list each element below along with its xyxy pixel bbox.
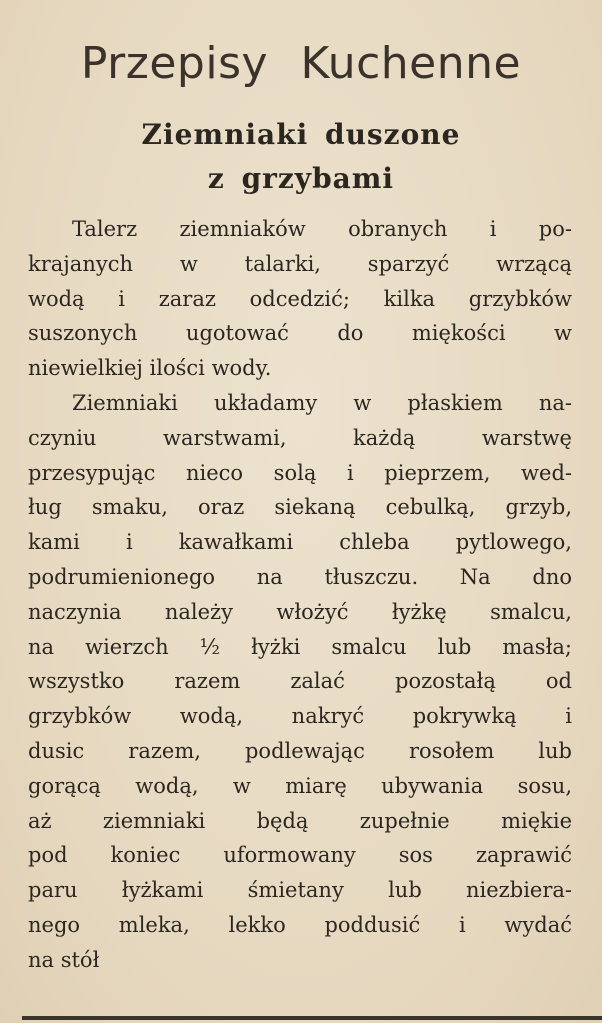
text-line: przesypując nieco solą i pieprzem, wed- xyxy=(28,460,572,485)
text-line: podrumienionego na tłuszczu. Na dno xyxy=(28,564,572,589)
text-line: dusic razem, podlewając rosołem lub xyxy=(28,738,572,763)
page-title: Przepisy Kuchenne xyxy=(80,38,522,89)
text-line: wodą i zaraz odcedzić; kilka grzybków xyxy=(28,286,572,311)
text-line: Talerz ziemniaków obranych i po- xyxy=(72,217,572,241)
recipe-title-line-1: Ziemniaki duszone xyxy=(141,118,461,151)
text-line: ług smaku, oraz siekaną cebulką, grzyb, xyxy=(28,495,572,520)
text-line: paru łyżkami śmietany lub niezbiera- xyxy=(28,878,572,903)
text-line: gorącą wodą, w miarę ubywania sosu, xyxy=(28,773,572,798)
recipe-paragraph-2 xyxy=(28,386,572,978)
text-line: na stół xyxy=(28,947,100,972)
text-line: wszystko razem zalać pozostałą od xyxy=(28,669,572,694)
text-line: na wierzch ½ łyżki smalcu lub masła; xyxy=(28,634,572,659)
text-line: krajanych w talarki, sparzyć wrzącą xyxy=(28,251,572,276)
text-line: aż ziemniaki będą zupełnie miękie xyxy=(28,808,572,833)
text-line: niewielkiej ilości wody. xyxy=(28,356,272,381)
bottom-rule xyxy=(22,1016,602,1020)
text-line: kami i kawałkami chleba pytlowego, xyxy=(28,530,572,555)
text-line: Ziemniaki układamy w płaskiem na- xyxy=(72,391,572,415)
text-line: pod koniec uformowany sos zaprawić xyxy=(28,843,572,868)
text-line: czyniu warstwami, każdą warstwę xyxy=(28,425,572,450)
text-line: grzybków wodą, nakryć pokrywką i xyxy=(28,704,572,729)
text-line: naczynia należy włożyć łyżkę smalcu, xyxy=(28,599,572,624)
recipe-paragraph-1 xyxy=(28,212,572,386)
text-line: suszonych ugotować do miękości w xyxy=(28,321,572,346)
recipe-title-line-2: z grzybami xyxy=(207,162,395,195)
text-line: nego mleka, lekko poddusić i wydać xyxy=(28,912,572,937)
